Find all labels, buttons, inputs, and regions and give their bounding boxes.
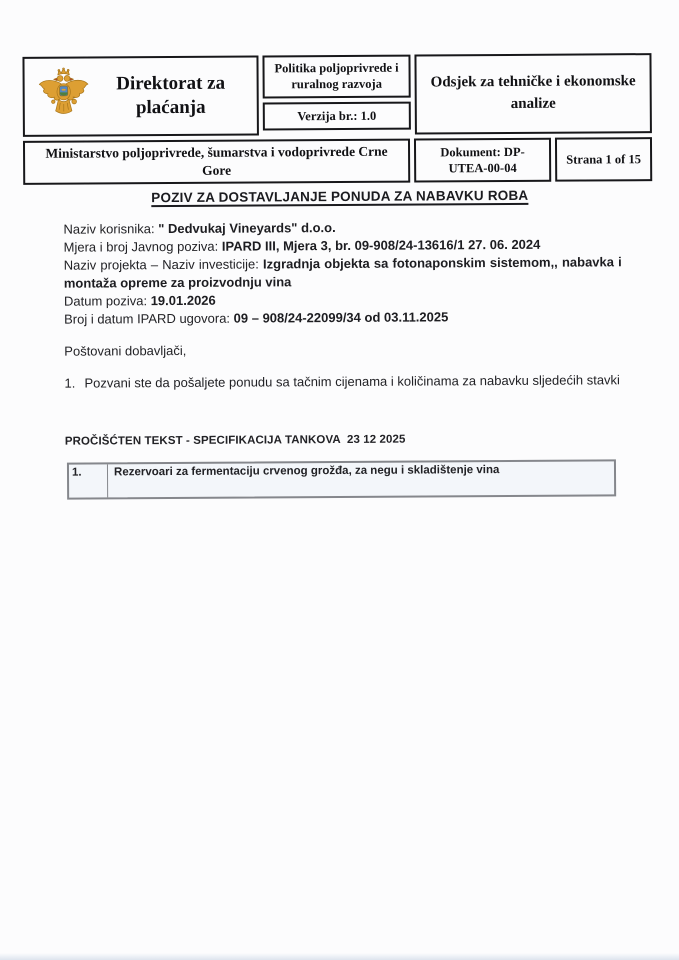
document-body (63, 217, 622, 392)
header-cell-ministry: Ministarstvo poljoprivrede, šumarstva i vodoprivrede Crne Gore (23, 139, 410, 185)
document-title: POZIV ZA DOSTAVLJANJE PONUDA ZA NABAVKU ROBA (151, 187, 529, 206)
spec-table (67, 459, 616, 499)
header-row-bottom (23, 137, 652, 185)
header-cell-version: Verzija br.: 1.0 (263, 102, 411, 131)
field-label: Naziv korisnika: (63, 221, 155, 237)
document-header-table (22, 53, 652, 185)
header-middle-column (262, 55, 410, 136)
spec-row-number: 1. (69, 464, 108, 497)
invitation-item-number: 1. (64, 375, 76, 391)
field-value: Izgradnja objekta sa fotonaponskim sistemom,, nabavka i montaža opreme za proizvodnju vina (63, 254, 622, 291)
spec-row-description: Rezervoari za fermentaciju crvenog grožđa, za negu i skladištenje vina (113, 464, 500, 479)
field-value: " Dedvukaj Vineyards" d.o.o. (158, 220, 336, 237)
field-ipard-ugovor (64, 307, 622, 328)
header-cell-policy: Politika poljoprivrede i ruralnog razvoja (262, 55, 410, 99)
header-cell-document-code: Dokument: DP-UTEA-00-04 (414, 138, 551, 183)
field-naziv-projekta (64, 253, 622, 292)
salutation-line: Poštovani dobavljači, (64, 342, 187, 359)
field-label: Broj i datum IPARD ugovora: (64, 310, 231, 327)
field-label: Naziv projekta – Naziv investicije: (63, 256, 259, 273)
spec-heading: PROČIŠĆTEN TEKST - SPECIFIKACIJA TANKOVA 23 12 2025 (64, 433, 406, 448)
header-cell-department: Odsjek za tehničke i ekonomske analize (414, 53, 651, 134)
field-value: 09 – 908/24-22099/34 od 03.11.2025 (233, 309, 449, 326)
field-value: 19.01.2026 (150, 292, 216, 309)
header-cell-directorate (22, 55, 258, 136)
directorate-title: Direktorat za plaćanja (116, 72, 226, 119)
montenegro-coat-of-arms-icon (35, 66, 93, 127)
header-row-top (22, 53, 651, 137)
field-label: Mjera i broj Javnog poziva: (63, 238, 219, 255)
header-cell-page-number: Strana 1 of 15 (555, 137, 652, 182)
field-value: IPARD III, Mjera 3, br. 09-908/24-13616/1 27. 06. 2024 (221, 236, 541, 254)
field-label: Datum poziva: (63, 293, 148, 309)
invitation-item-text: Pozvani ste da pošaljete ponudu sa tačnim cijenama i količinama za nabavku sljedećih stavki (84, 372, 620, 391)
invitation-item (64, 371, 622, 392)
